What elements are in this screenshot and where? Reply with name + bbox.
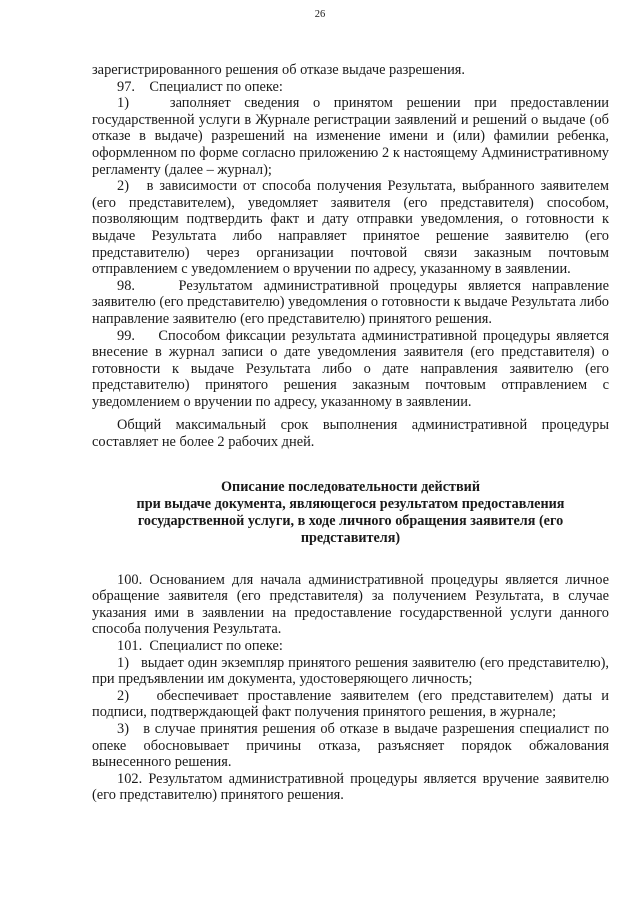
document-body [92, 62, 609, 804]
paragraph-100: 100. Основанием для начала административной процедуры является личное обращение заявителя (его представителя) за получением Результата, в случае указания ими в заявлении на предоставление государственной услуги данного способа получения Результата. [92, 571, 609, 638]
paragraph-98: 98. Результатом административной процедуры является направление заявителю (его представителю) уведомления о готовности к выдаче Результата либо направление заявителю (его представителю) принятого решения. [92, 277, 609, 327]
paragraph-102: 102. Результатом административной процедуры является вручение заявителю (его представителю) принятого решения. [92, 770, 609, 804]
paragraph-101-item-3: 3) в случае принятия решения об отказе в выдаче разрешения специалист по опеке обосновывает причины отказа, разъясняет порядок обжалования вынесенного решения. [92, 721, 609, 771]
section-heading-line: при выдаче документа, являющегося результатом предоставления [136, 495, 565, 512]
paragraph-101: 101. Специалист по опеке: [117, 638, 283, 655]
paragraph-max-term: Общий максимальный срок выполнения административной процедуры составляет не более 2 рабочих дней. [92, 417, 609, 451]
section-heading-line: Описание последовательности действий [221, 478, 480, 495]
paragraph-continuation: зарегистрированного решения об отказе выдаче разрешения. [92, 62, 465, 78]
paragraph-99: 99. Способом фиксации результата административной процедуры является внесение в журнал записи о дате уведомления заявителя (его представителя) о готовности к выдаче Результата либо о дате направления заявителю (его представителю) принятого решения заказным почтовым отправлением с уведомлением о вручении по адресу, указанному в заявлении. [92, 327, 609, 410]
section-heading-line: государственной услуги, в ходе личного обращения заявителя (его [137, 512, 564, 529]
paragraph-97-item-2: 2) в зависимости от способа получения Результата, выбранного заявителем (его представителем), уведомляет заявителя (его представителя) способом, позволяющим подтвердить факт и дату отправки уведомления, о готовности к выдаче Результата либо направляет принятое решение заявителю (его представителю) через организации почтовой связи заказным почтовым отправлением с уведомлением о вручении по адресу, указанному в заявлении. [92, 178, 609, 278]
paragraph-101-item-1: 1) выдает один экземпляр принятого решения заявителю (его представителю), при предъявлении им документа, удостоверяющего личность; [92, 654, 609, 688]
page-number: 26 [314, 9, 326, 20]
paragraph-101-item-2: 2) обеспечивает проставление заявителем (его представителем) даты и подписи, подтверждающей факт получения принятого решения, в журнале; [92, 687, 609, 721]
section-heading [92, 479, 609, 547]
paragraph-97-item-1: 1) заполняет сведения о принятом решении при предоставлении государственной услуги в Журнале регистрации заявлений и решений о выдаче (об отказе в выдаче) разрешений на изменение имени и (или) фамилии ребенка, оформленном по форме согласно приложению 2 к настоящему Административному регламенту (далее – журнал); [92, 95, 609, 178]
paragraph-97: 97. Специалист по опеке: [117, 78, 283, 95]
section-heading-line: представителя) [300, 529, 401, 546]
